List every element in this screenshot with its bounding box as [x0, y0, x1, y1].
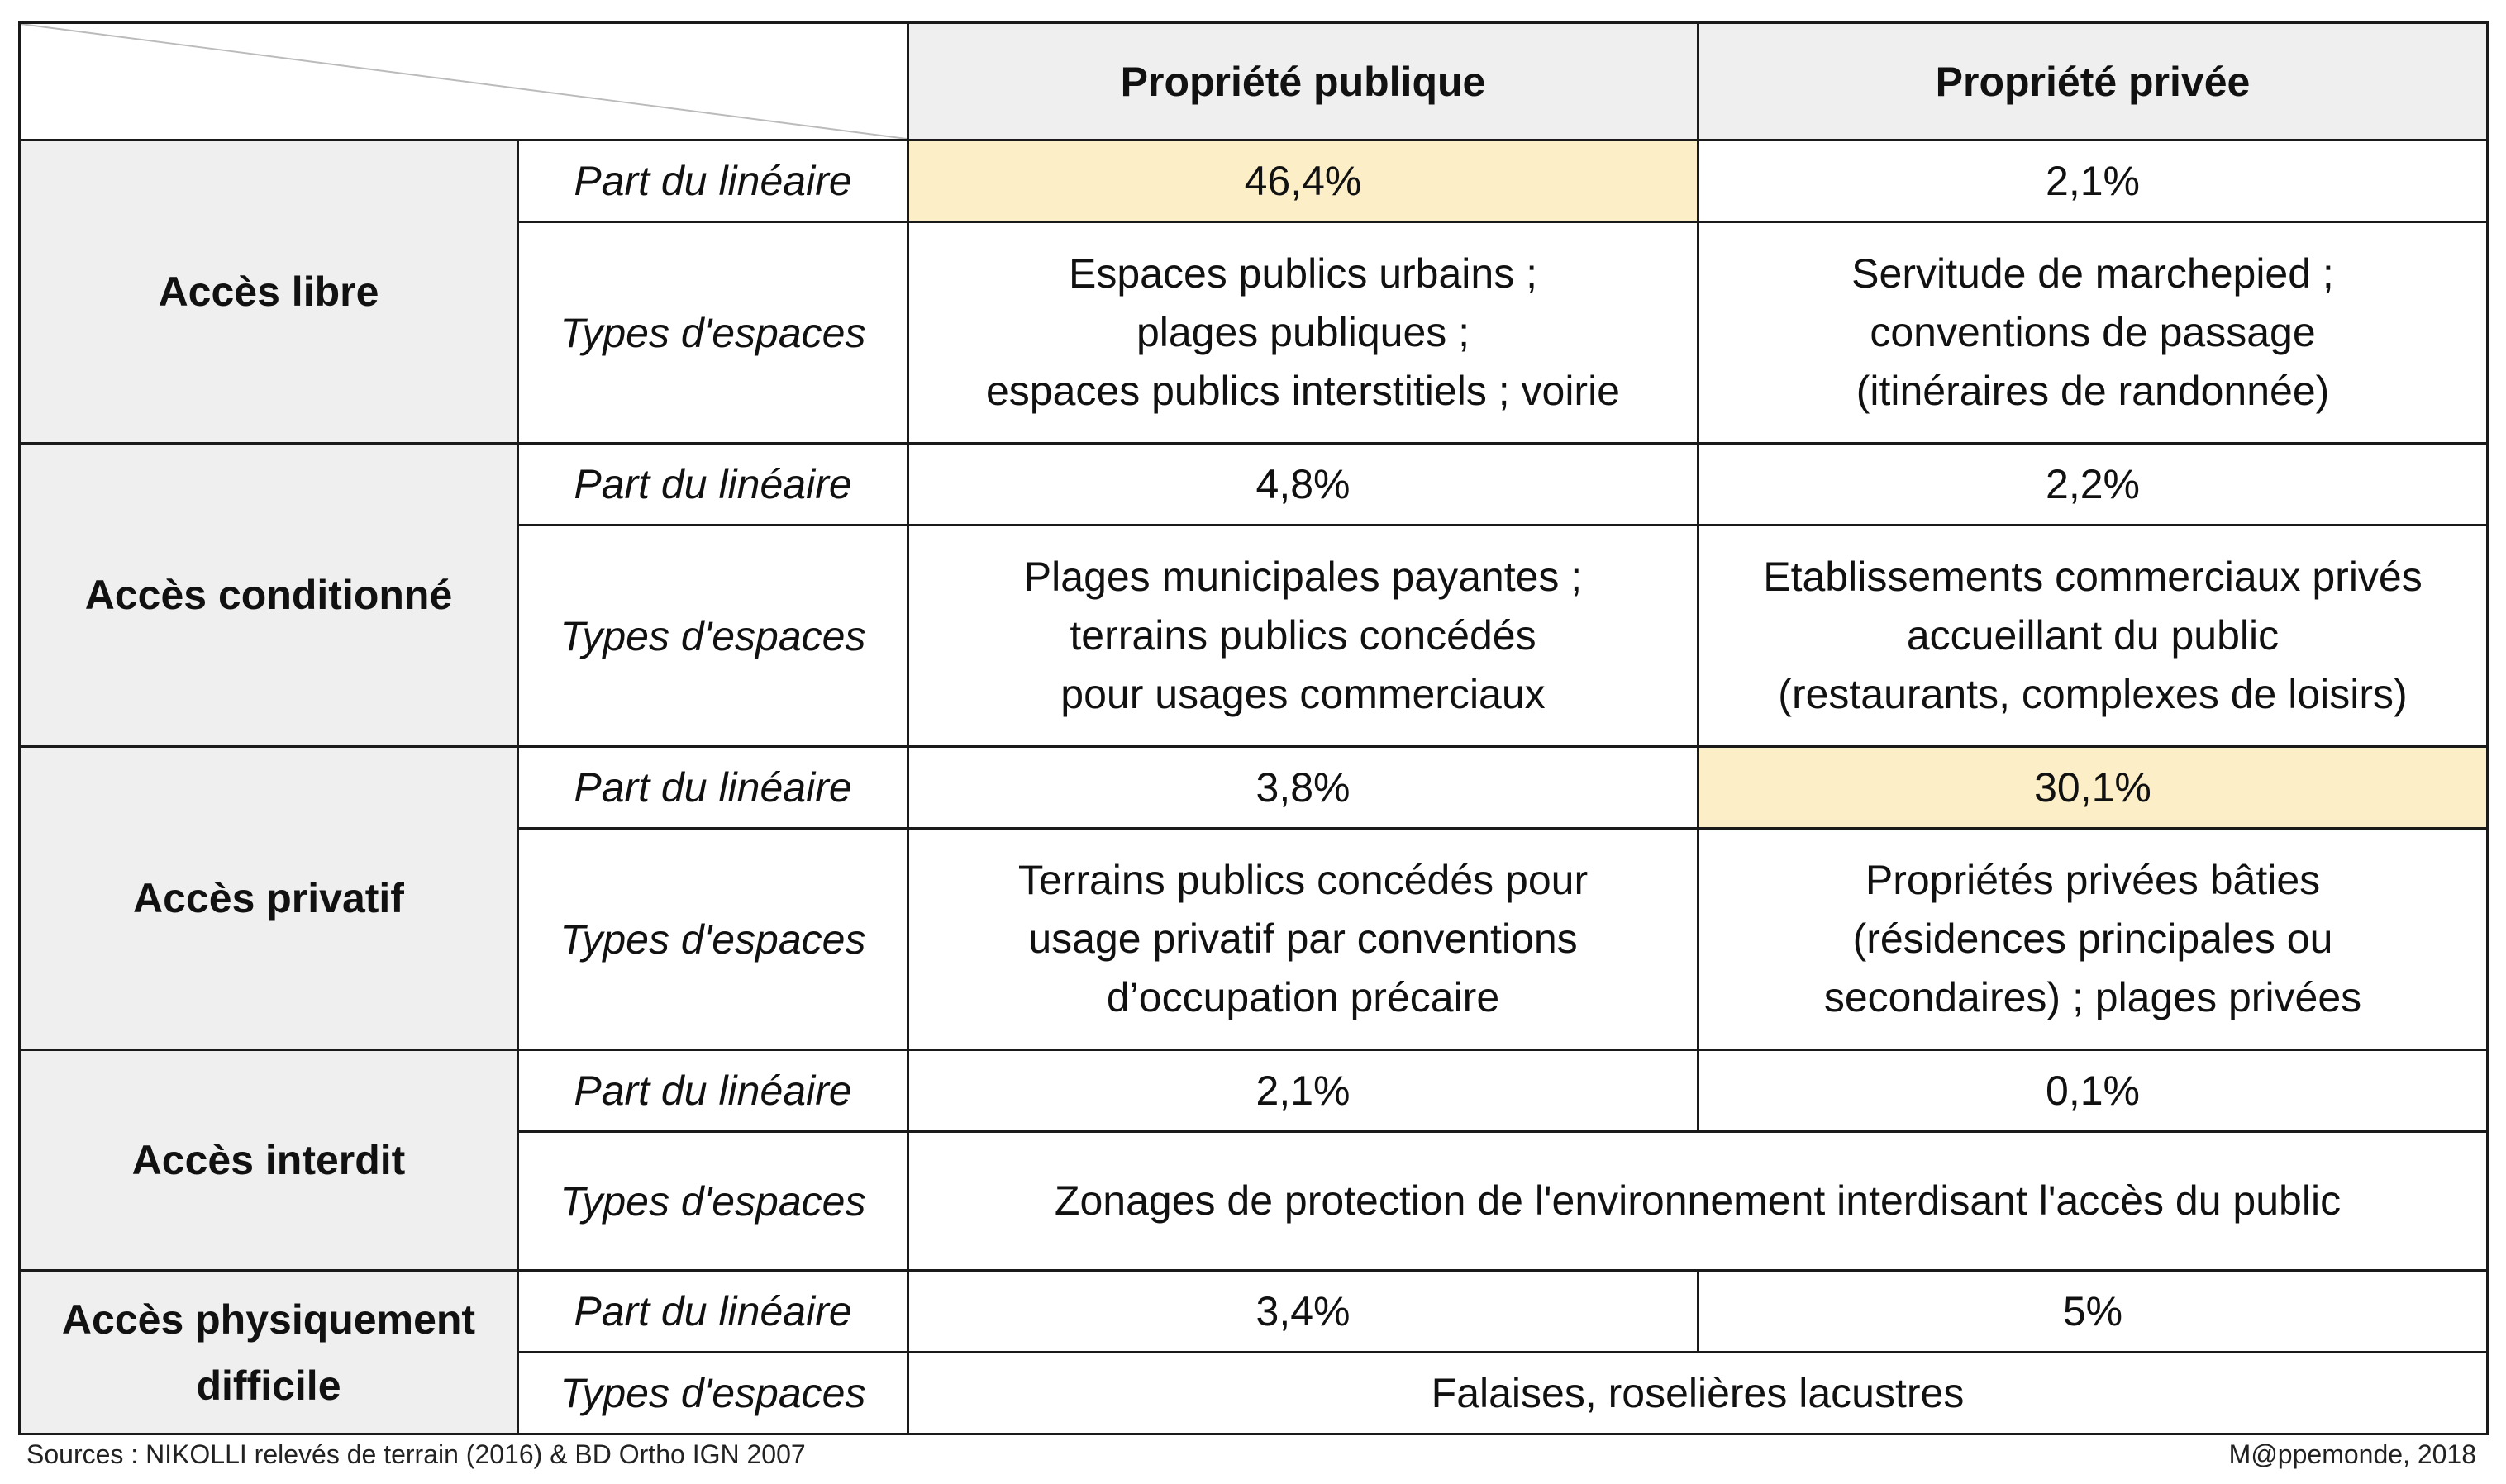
row-label-types: Types d'espaces: [518, 526, 908, 747]
category-acces-physiquement-difficile: [20, 1271, 518, 1434]
row-label-part: Part du linéaire: [518, 747, 908, 829]
source-note: Sources : NIKOLLI relevés de terrain (2016) & BD Ortho IGN 2007: [26, 1439, 806, 1469]
corner-cell: [20, 23, 908, 140]
text-line: pour usages commerciaux: [1060, 671, 1546, 717]
text-line: Zonages de protection de l'environnement interdisant l'accès du public: [1054, 1177, 2342, 1224]
text-line: terrains publics concédés: [1070, 612, 1536, 659]
public-types-text: [908, 829, 1698, 1050]
column-header-private: Propriété privée: [1698, 23, 2488, 140]
text-line: (itinéraires de randonnée): [1856, 368, 2330, 414]
text-line: Espaces publics urbains ;: [1069, 250, 1537, 297]
text-line: d’occupation précaire: [1106, 974, 1500, 1020]
category-line: difficile: [196, 1362, 341, 1409]
column-header-public: Propriété publique: [908, 23, 1698, 140]
public-types-text: [908, 526, 1698, 747]
table-row: [20, 444, 2488, 526]
public-part-value: 3,8%: [908, 747, 1698, 829]
merged-types-text: [908, 1132, 2488, 1271]
text-line: (résidences principales ou: [1852, 916, 2333, 962]
category-acces-libre: Accès libre: [20, 140, 518, 444]
text-line: Terrains publics concédés pour: [1017, 857, 1589, 903]
row-label-part: Part du linéaire: [518, 444, 908, 526]
merged-types-text: [908, 1353, 2488, 1434]
text-line: Plages municipales payantes ;: [1023, 554, 1583, 600]
category-acces-conditionne: Accès conditionné: [20, 444, 518, 747]
text-line: conventions de passage: [1870, 309, 2316, 355]
row-label-types: Types d'espaces: [518, 829, 908, 1050]
private-types-text: [1698, 526, 2488, 747]
private-part-value: 30,1%: [1698, 747, 2488, 829]
access-table-container: [18, 21, 2486, 1434]
text-line: Falaises, roselières lacustres: [1431, 1369, 1965, 1416]
text-line: Etablissements commerciaux privés: [1763, 554, 2423, 600]
table-row: [20, 1271, 2488, 1353]
row-label-types: Types d'espaces: [518, 1132, 908, 1271]
private-part-value: 0,1%: [1698, 1050, 2488, 1132]
public-part-value: 2,1%: [908, 1050, 1698, 1132]
table-row: [20, 1050, 2488, 1132]
category-acces-privatif: Accès privatif: [20, 747, 518, 1050]
private-part-value: 2,2%: [1698, 444, 2488, 526]
table-row: [20, 140, 2488, 222]
private-part-value: 2,1%: [1698, 140, 2488, 222]
private-types-text: [1698, 222, 2488, 444]
category-line: Accès physiquement: [61, 1296, 476, 1343]
text-line: Servitude de marchepied ;: [1851, 250, 2334, 297]
text-line: secondaires) ; plages privées: [1823, 974, 2362, 1020]
row-label-types: Types d'espaces: [518, 1353, 908, 1434]
text-line: Propriétés privées bâties: [1865, 857, 2321, 903]
public-part-value: 46,4%: [908, 140, 1698, 222]
row-label-types: Types d'espaces: [518, 222, 908, 444]
row-label-part: Part du linéaire: [518, 1050, 908, 1132]
public-part-value: 3,4%: [908, 1271, 1698, 1353]
row-label-part: Part du linéaire: [518, 1271, 908, 1353]
access-table: [18, 21, 2489, 1435]
public-part-value: 4,8%: [908, 444, 1698, 526]
row-label-part: Part du linéaire: [518, 140, 908, 222]
private-types-text: [1698, 829, 2488, 1050]
category-acces-interdit: Accès interdit: [20, 1050, 518, 1271]
text-line: accueillant du public: [1906, 612, 2280, 659]
text-line: usage privatif par conventions: [1028, 916, 1578, 962]
public-types-text: [908, 222, 1698, 444]
text-line: plages publiques ;: [1136, 309, 1470, 355]
credit-note: M@ppemonde, 2018: [2228, 1439, 2476, 1469]
text-line: espaces publics interstitiels ; voirie: [986, 368, 1620, 414]
table-row: [20, 747, 2488, 829]
text-line: (restaurants, complexes de loisirs): [1778, 671, 2408, 717]
diagonal-line: [21, 24, 907, 139]
header-row: [20, 23, 2488, 140]
private-part-value: 5%: [1698, 1271, 2488, 1353]
